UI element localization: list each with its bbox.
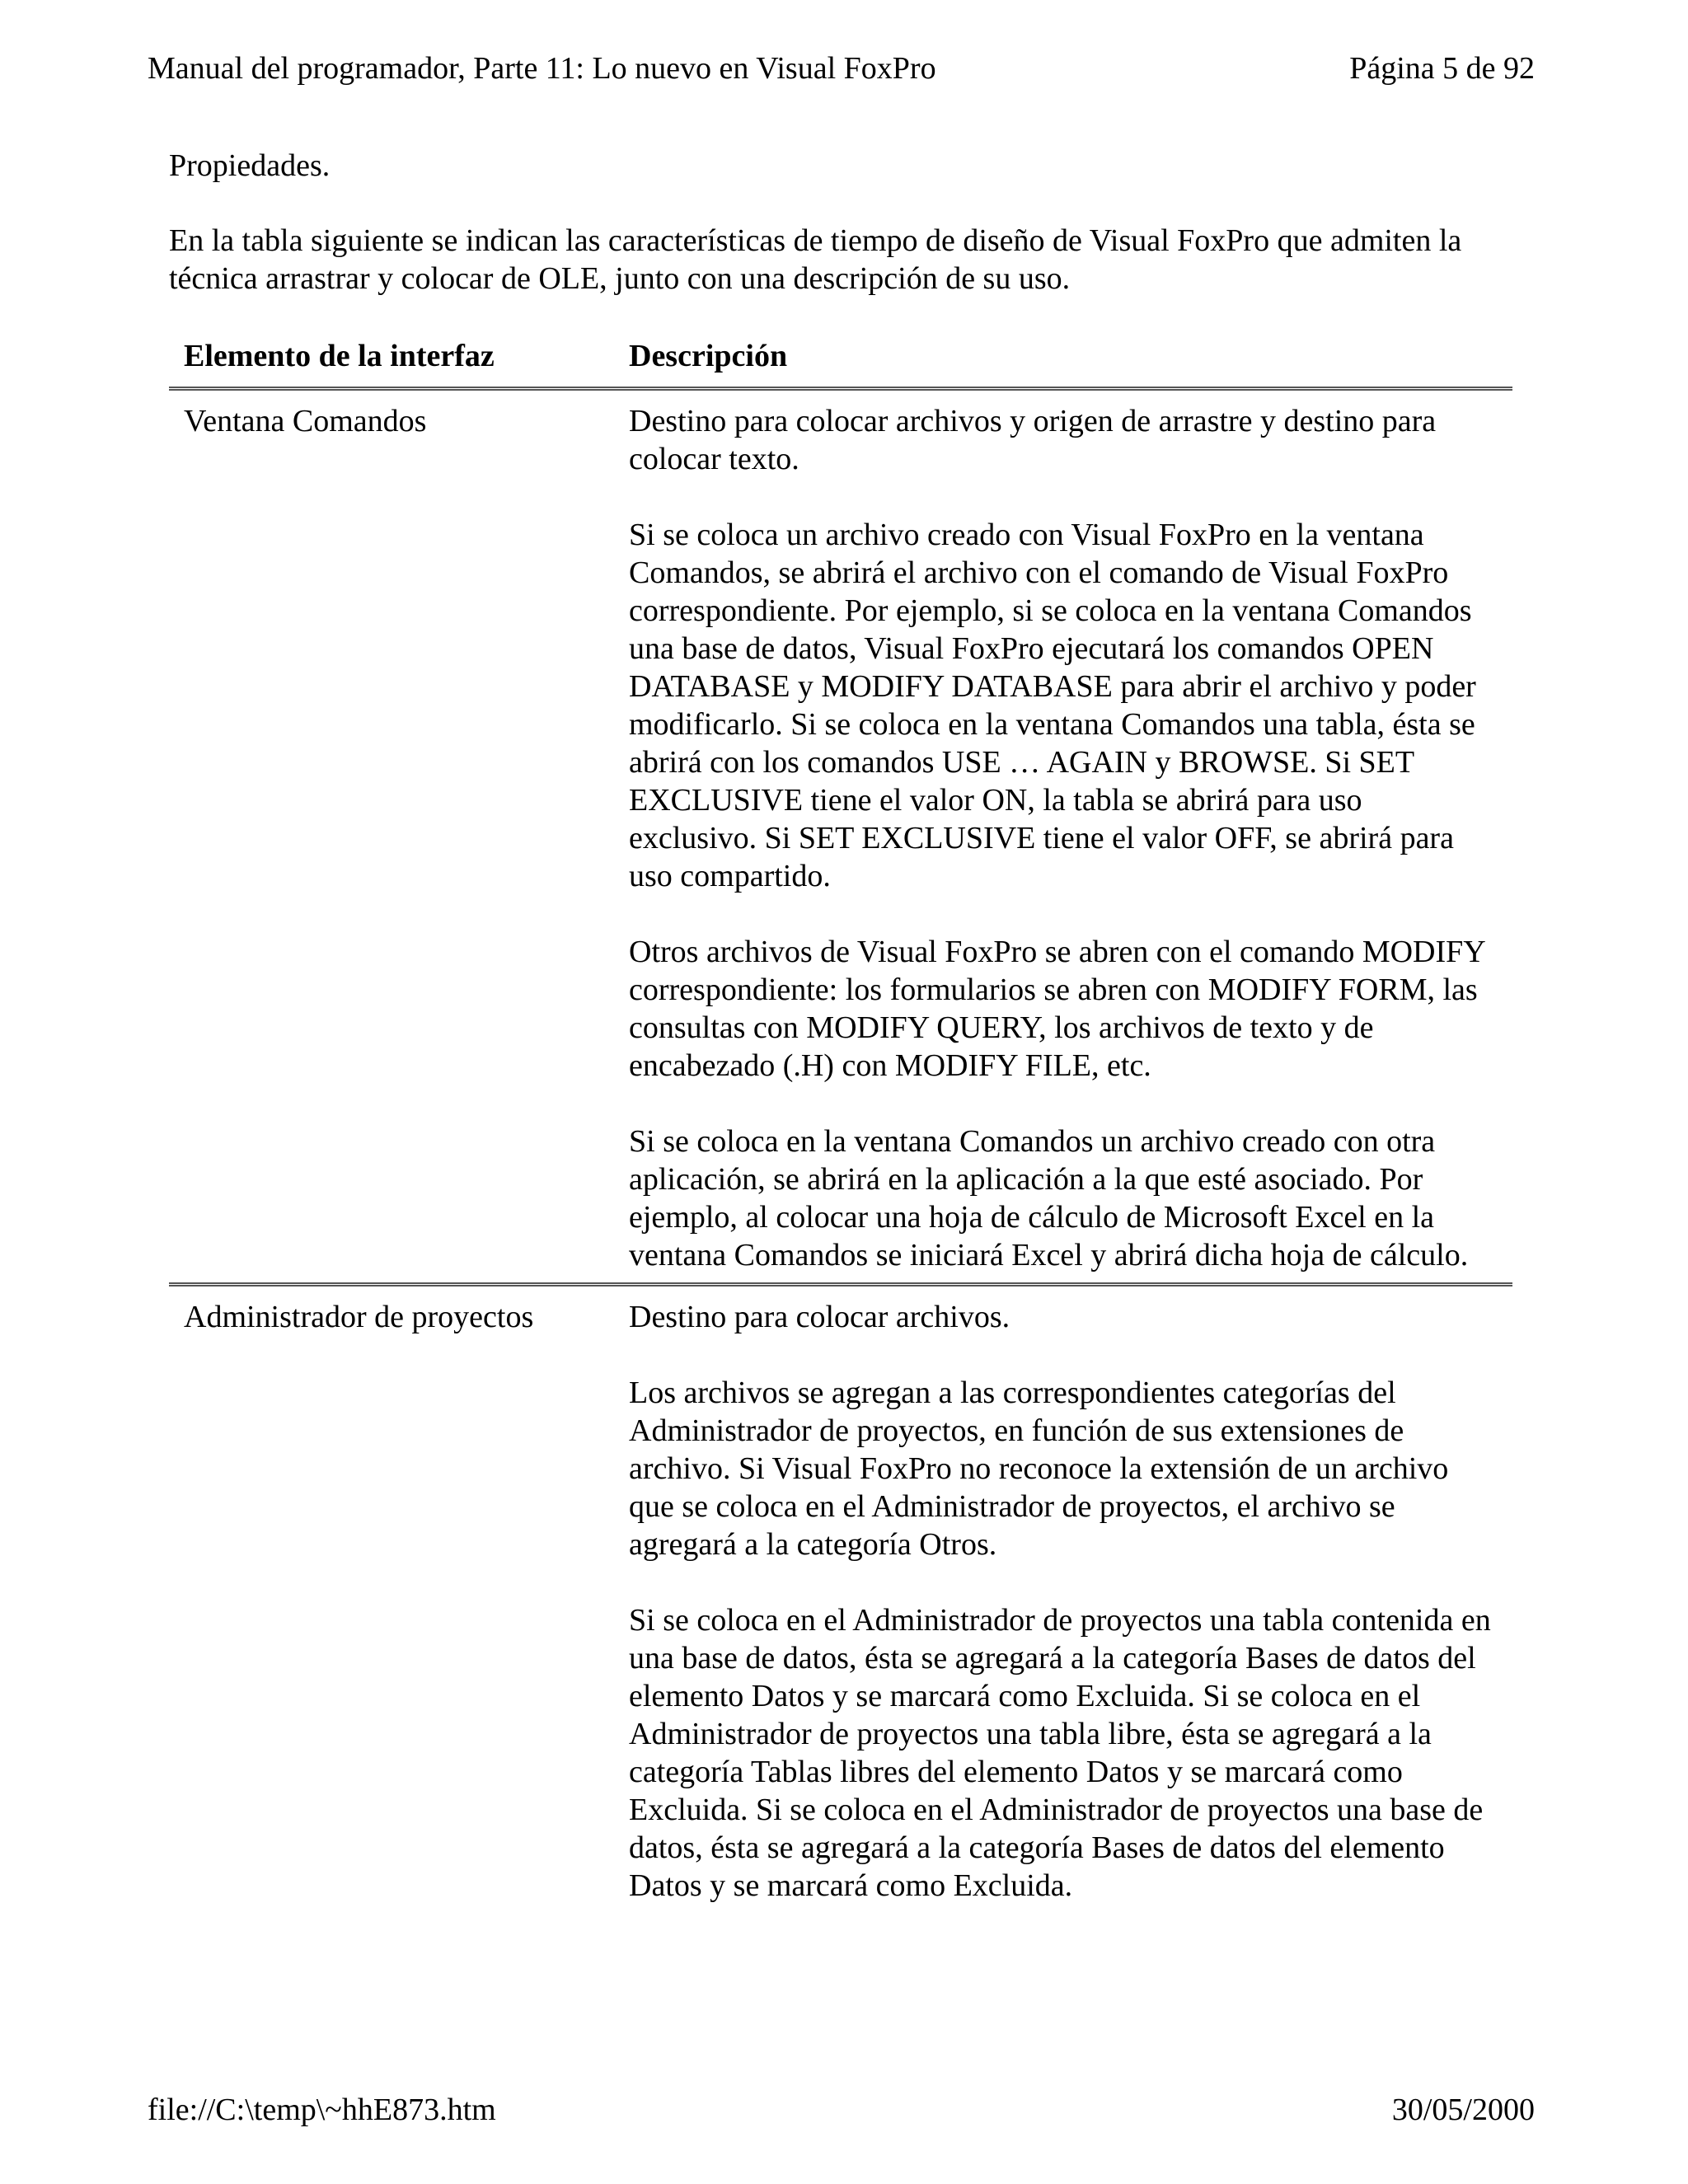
description-paragraph: Si se coloca en el Administrador de proyectos una tabla contenida en una base de datos, ésta se agregará a la categoría Bases de datos del elemento Datos y se marcará como Excluida. Si se coloca en el Administrador de proyectos una tabla libre, ésta se agregará a la categoría Tablas libres del elemento Datos y se marcará como Excluida. Si se coloca en el Administrador de proyectos una base de datos, ésta se agregará a la categoría Bases de datos del elemento Datos y se marcará como Excluida. bbox=[629, 1603, 1491, 1903]
table-row bbox=[169, 389, 1512, 1285]
description-paragraph: Si se coloca en la ventana Comandos un archivo creado con otra aplicación, se abrirá en la aplicación a la que esté asociado. Por ejemplo, al colocar una hoja de cálculo de Microsoft Excel en la ventana Comandos se iniciará Excel y abrirá dicha hoja de cálculo. bbox=[629, 1124, 1469, 1272]
table-cell-element: Ventana Comandos bbox=[184, 404, 427, 438]
paragraph-propiedades: Propiedades. bbox=[169, 148, 331, 183]
features-table bbox=[169, 337, 1512, 1913]
footer-file-path: file://C:\temp\~hhE873.htm bbox=[148, 2093, 496, 2127]
column-header-description: Descripción bbox=[629, 339, 788, 373]
table-cell-description bbox=[614, 1285, 1512, 1914]
footer-date: 30/05/2000 bbox=[1391, 2093, 1535, 2127]
table-cell-element: Administrador de proyectos bbox=[184, 1300, 534, 1334]
description-paragraph: Destino para colocar archivos. bbox=[629, 1300, 1010, 1334]
paragraph-intro: En la tabla siguiente se indican las características de tiempo de diseño de Visual FoxPro que admiten la técnica arrastrar y colocar de OLE, junto con una descripción de su uso. bbox=[169, 223, 1462, 296]
table-header-row bbox=[169, 337, 1512, 389]
description-paragraph: Si se coloca un archivo creado con Visual FoxPro en la ventana Comandos, se abrirá el archivo con el comando de Visual FoxPro correspondiente. Por ejemplo, si se coloca en la ventana Comandos una base de datos, Visual FoxPro ejecutará los comandos OPEN DATABASE y MODIFY DATABASE para abrir el archivo y poder modificarlo. Si se coloca en la ventana Comandos una tabla, ésta se abrirá con los comandos USE … AGAIN y BROWSE. Si SET EXCLUSIVE tiene el valor ON, la tabla se abrirá para uso exclusivo. Si SET EXCLUSIVE tiene el valor OFF, se abrirá para uso compartido. bbox=[629, 518, 1476, 893]
document-content bbox=[169, 147, 1512, 1913]
page-number: Página 5 de 92 bbox=[1349, 51, 1535, 86]
description-paragraph: Destino para colocar archivos y origen de arrastre y destino para colocar texto. bbox=[629, 404, 1437, 476]
header-title: Manual del programador, Parte 11: Lo nuevo en Visual FoxPro bbox=[148, 51, 936, 86]
table-row bbox=[169, 1285, 1512, 1914]
column-header-element: Elemento de la interfaz bbox=[184, 339, 495, 373]
description-paragraph: Los archivos se agregan a las correspondientes categorías del Administrador de proyectos, en función de sus extensiones de archivo. Si Visual FoxPro no reconoce la extensión de un archivo que se coloca en el Administrador de proyectos, el archivo se agregará a la categoría Otros. bbox=[629, 1376, 1449, 1562]
table-cell-description bbox=[614, 389, 1512, 1285]
description-paragraph: Otros archivos de Visual FoxPro se abren con el comando MODIFY correspondiente: los formularios se abren con MODIFY FORM, las consultas con MODIFY QUERY, los archivos de texto y de encabezado (.H) con MODIFY FILE, etc. bbox=[629, 935, 1485, 1083]
